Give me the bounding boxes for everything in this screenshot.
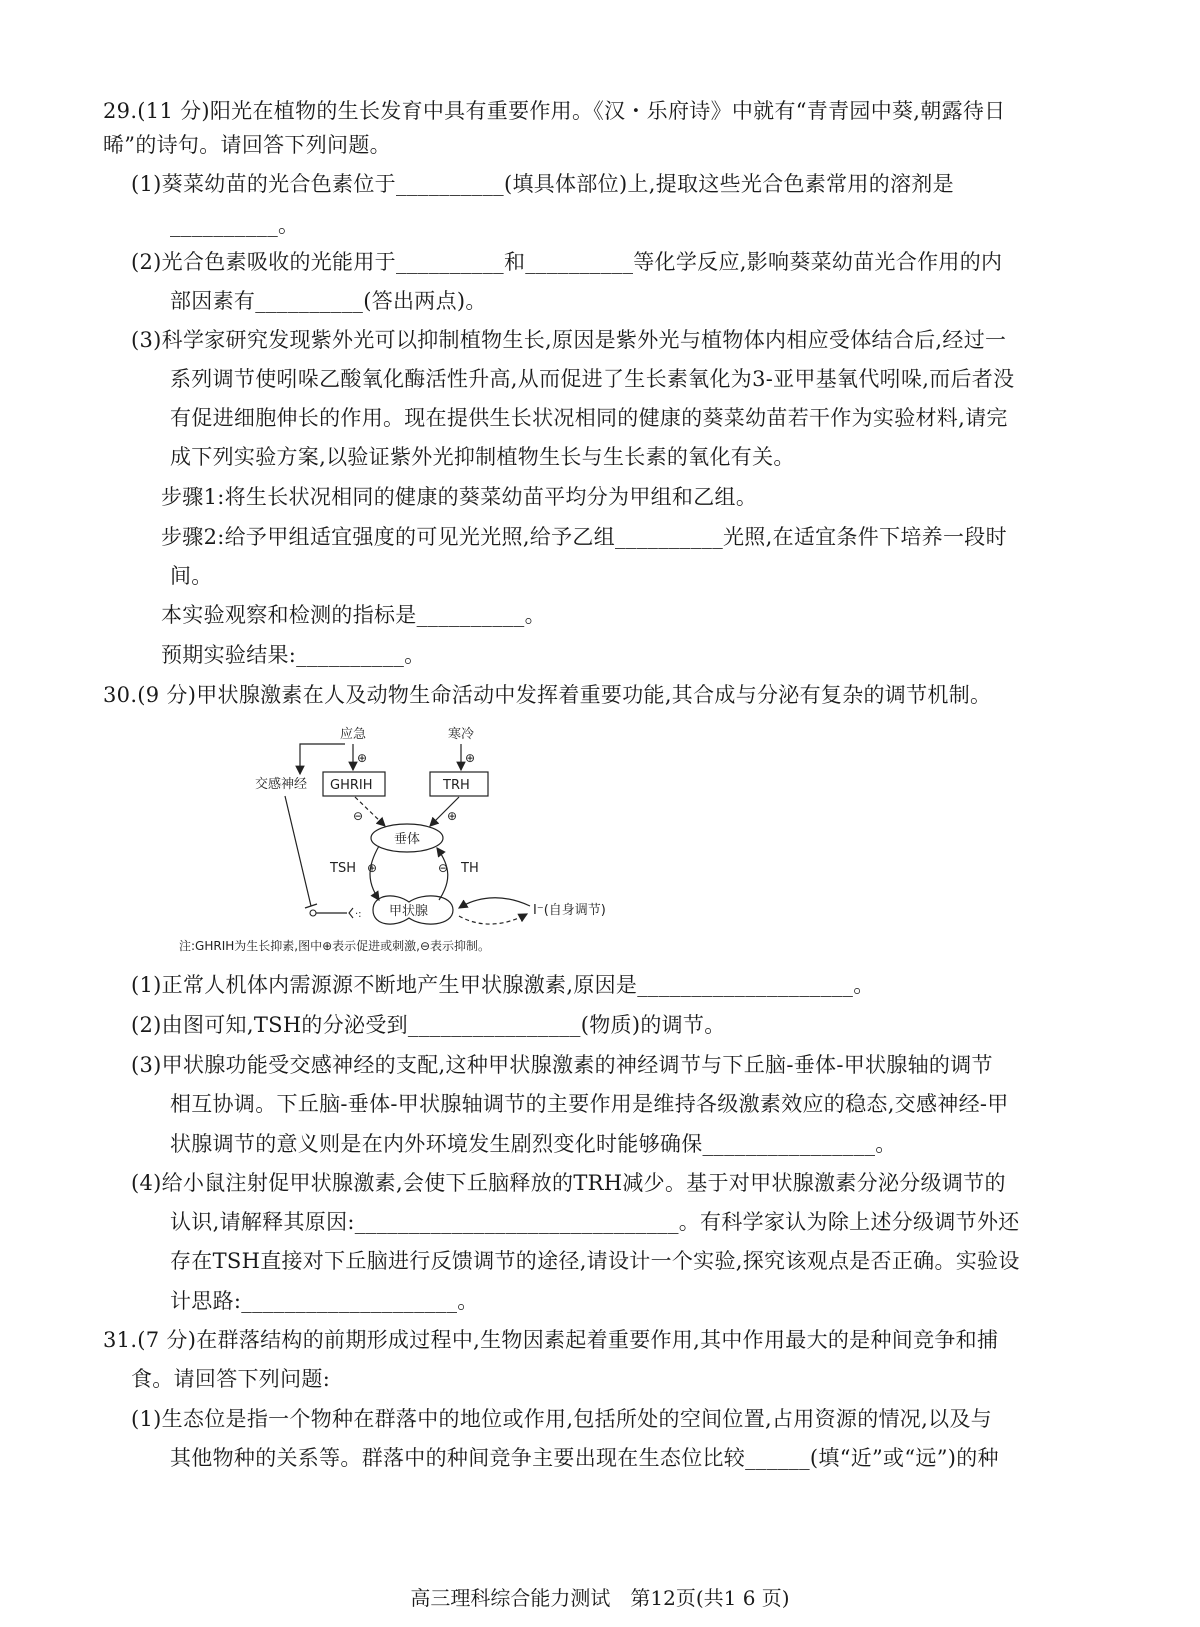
nerve-dots: ·:	[355, 909, 362, 920]
thyroid-regulation-diagram	[179, 722, 675, 962]
q29-part3-line-1: (3)科学家研究发现紫外光可以抑制植物生长,原因是紫外光与植物体内相应受体结合后,经过一	[131, 328, 1007, 352]
trh-label: TRH	[443, 778, 470, 793]
q30-part3-line-3: 状腺调节的意义则是在内外环境发生剧烈变化时能够确保________________。	[170, 1132, 897, 1156]
stress-plus-sign: ⊕	[357, 751, 368, 765]
page-footer: 高三理科综合能力测试 第12页(共1 6 页)	[410, 1586, 790, 1610]
q30-part3-line-1: (3)甲状腺功能受交感神经的支配,这种甲状腺激素的神经调节与下丘脑-垂体-甲状腺轴的调节	[131, 1053, 993, 1077]
cold-plus-sign: ⊕	[465, 751, 476, 765]
nerve-terminal	[349, 908, 353, 918]
q31-part1-line-2: 其他物种的关系等。群落中的种间竞争主要出现在生态位比较______(填“近”或“远”)的种	[170, 1446, 999, 1470]
q30-part4-line-2: 认识,请解释其原因:______________________________。有科学家认为除上述分级调节外还	[170, 1210, 1020, 1234]
q29-step2-line-2: 间。	[170, 564, 213, 588]
tsh-label: TSH	[330, 861, 356, 876]
synapse-body	[310, 910, 316, 916]
thyroid-label: 甲状腺	[389, 904, 429, 919]
q29-part1-line-1: (1)葵菜幼苗的光合色素位于__________(填具体部位)上,提取这些光合色素常用的溶剂是	[131, 172, 954, 196]
tsh-plus-sign: ⊕	[367, 861, 378, 875]
q31-stem-line-2: 食。请回答下列问题:	[131, 1367, 331, 1391]
q29-stem-line-2: 晞”的诗句。请回答下列问题。	[103, 133, 391, 157]
q30-stem: 30.(9 分)甲状腺激素在人及动物生命活动中发挥着重要功能,其合成与分泌有复杂的调节机制。	[103, 683, 992, 707]
iodide-return-arrow	[459, 914, 527, 924]
q29-part1-line-2: __________。	[170, 213, 300, 237]
q31-stem-line-1: 31.(7 分)在群落结构的前期形成过程中,生物因素起着重要作用,其中作用最大的是种间竞争和捕	[103, 1328, 999, 1352]
q30-part3-line-2: 相互协调。下丘脑-垂体-甲状腺轴调节的主要作用是维持各级激素效应的稳态,交感神经-甲	[170, 1092, 1009, 1116]
pituitary-label: 垂体	[394, 832, 421, 847]
q29-part2-line-2: 部因素有__________(答出两点)。	[170, 289, 487, 313]
th-minus-sign: ⊖	[438, 861, 449, 875]
q30-part4-line-1: (4)给小鼠注射促甲状腺激素,会使下丘脑释放的TRH减少。基于对甲状腺激素分泌分级调节的	[131, 1171, 1006, 1195]
ghrih-label: GHRIH	[330, 778, 373, 793]
q30-part4-line-4: 计思路:____________________。	[170, 1289, 479, 1313]
sympathetic-nerve-label: 交感神经	[255, 777, 308, 792]
q30-part4-line-3: 存在TSH直接对下丘脑进行反馈调节的途径,请设计一个实验,探究该观点是否正确。实验设	[170, 1249, 1020, 1273]
trh-plus-sign: ⊕	[447, 809, 458, 823]
q29-step2-line-1: 步骤2:给予甲组适宜强度的可见光光照,给予乙组__________光照,在适宜条件下培养一段时	[161, 525, 1007, 549]
q31-part1-line-1: (1)生态位是指一个物种在群落中的地位或作用,包括所处的空间位置,占用资源的情况,以及与	[131, 1407, 992, 1431]
iodide-label: I⁻(自身调节)	[533, 903, 606, 918]
q29-expected-result: 预期实验结果:__________。	[161, 643, 426, 667]
q29-part3-line-4: 成下列实验方案,以验证紫外光抑制植物生长与生长素的氧化有关。	[170, 445, 795, 469]
q29-step1: 步骤1:将生长状况相同的健康的葵菜幼苗平均分为甲组和乙组。	[161, 485, 758, 509]
iodide-arrow	[459, 898, 530, 908]
stress-to-sympathetic-arrow	[300, 744, 345, 774]
q30-part1: (1)正常人机体内需源源不断地产生甲状腺激素,原因是____________________。	[131, 973, 875, 997]
diagram-note: 注:GHRIH为生长抑素,图中⊕表示促进或刺激,⊖表示抑制。	[179, 939, 491, 953]
cold-label: 寒冷	[448, 727, 475, 742]
th-label: TH	[461, 861, 479, 876]
sympathetic-nerve-fiber	[285, 796, 311, 906]
q29-part2-line-1: (2)光合色素吸收的光能用于__________和__________等化学反应,影响葵菜幼苗光合作用的内	[131, 250, 1003, 274]
q29-stem-line-1: 29.(11 分)阳光在植物的生长发育中具有重要作用。《汉・乐府诗》中就有“青青园中葵,朝露待日	[103, 99, 1006, 123]
q29-indicator: 本实验观察和检测的指标是__________。	[161, 603, 546, 627]
q29-part3-line-2: 系列调节使吲哚乙酸氧化酶活性升高,从而促进了生长素氧化为3-亚甲基氧代吲哚,而后者没	[170, 367, 1015, 391]
ghrih-minus-sign: ⊖	[353, 809, 364, 823]
q30-part2: (2)由图可知,TSH的分泌受到________________(物质)的调节。	[131, 1013, 726, 1037]
q29-part3-line-3: 有促进细胞伸长的作用。现在提供生长状况相同的健康的葵菜幼苗若干作为实验材料,请完	[170, 406, 1008, 430]
stress-label: 应急	[340, 727, 367, 742]
